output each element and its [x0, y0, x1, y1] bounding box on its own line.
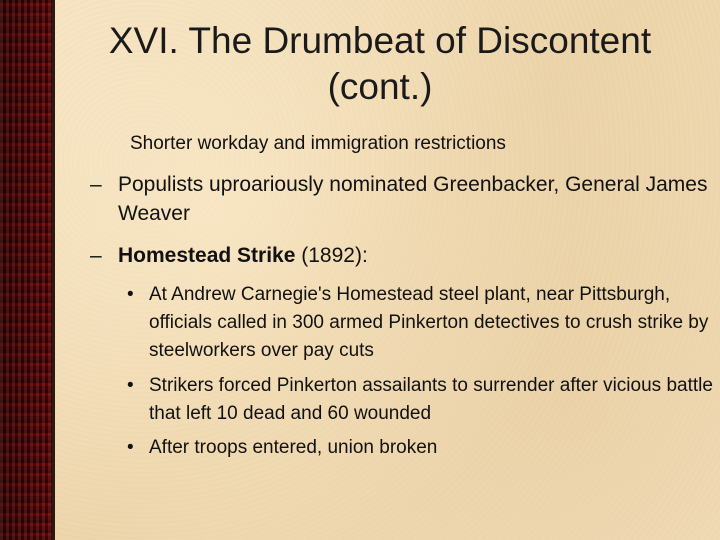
border-divider — [52, 0, 55, 540]
sub-bullet-text: At Andrew Carnegie's Homestead steel plant, near Pittsburgh, officials called in 300 armed Pinkerton detectives to crush strike by steelworkers over pay cuts — [149, 284, 709, 361]
slide-title: XVI. The Drumbeat of Discontent (cont.) — [108, 20, 652, 107]
bullet-dot-icon: • — [127, 284, 134, 305]
decorative-border — [0, 0, 52, 540]
sub-bullet-text: After troops entered, union broken — [149, 437, 438, 458]
dash-marker: – — [90, 173, 102, 196]
bullet-point — [90, 241, 720, 270]
bullet-text: (1892): — [295, 244, 368, 267]
bullet-dot-icon: • — [127, 437, 134, 458]
bullet-dot-icon: • — [127, 375, 134, 396]
sub-bullet-point — [127, 434, 720, 462]
bullet-bold-text: Homestead Strike — [118, 244, 296, 267]
dash-marker: – — [90, 244, 102, 267]
sub-bullet-point — [127, 372, 720, 428]
bullet-point — [90, 170, 720, 228]
sub-bullet-text: Strikers forced Pinkerton assailants to surrender after vicious battle that left 10 dead and 60 wounded — [149, 375, 713, 424]
bullet-text: Populists uproariously nominated Greenbacker, General James Weaver — [118, 173, 708, 225]
sub-bullet-point — [127, 281, 720, 365]
subheading-text: Shorter workday and immigration restrictions — [130, 133, 506, 154]
